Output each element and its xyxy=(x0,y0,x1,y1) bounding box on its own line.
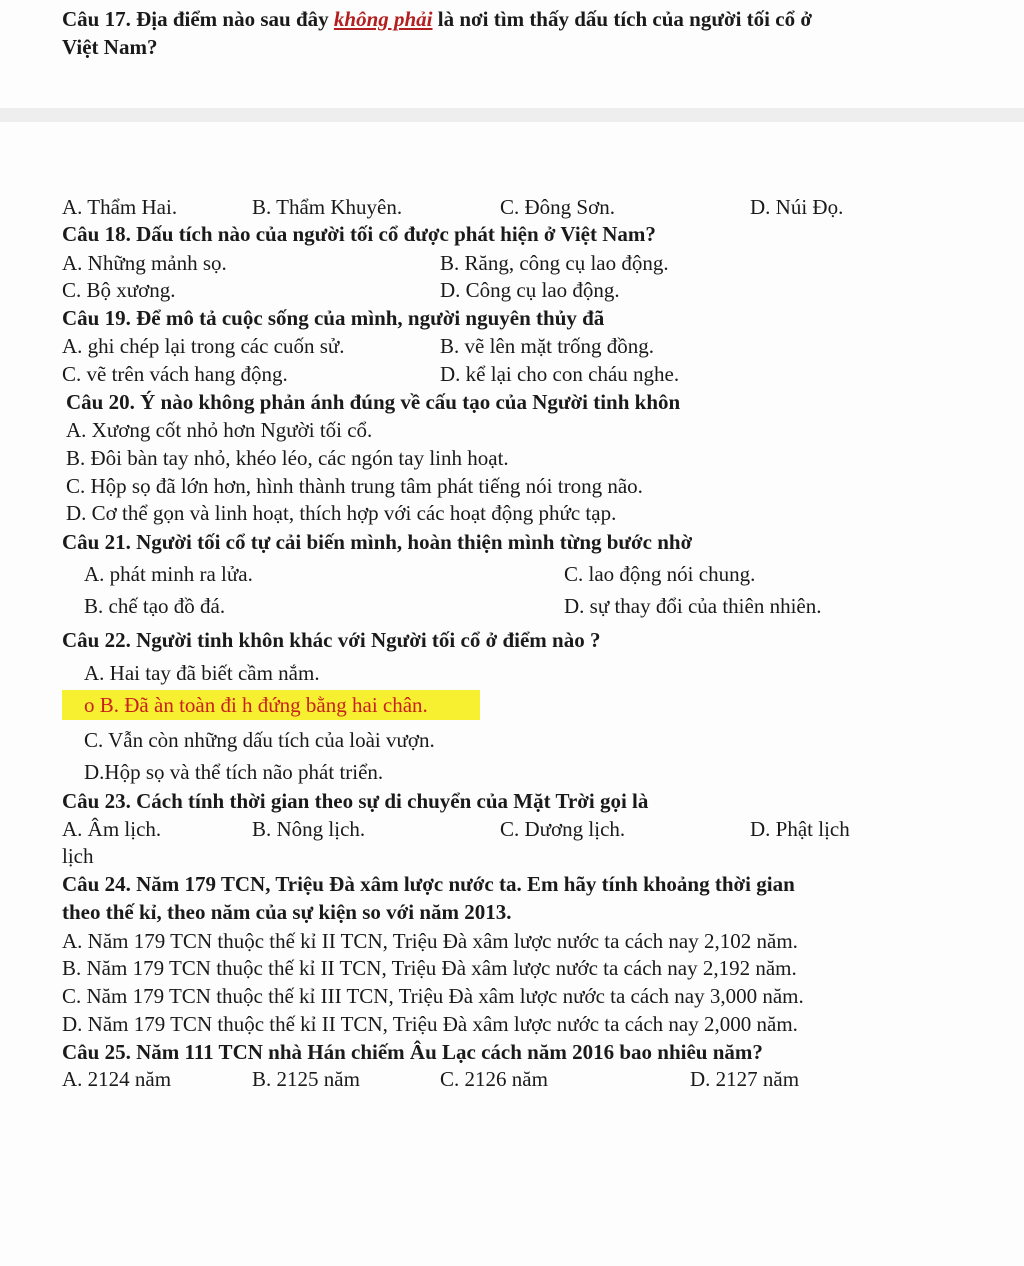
question-18-option-d: D. Công cụ lao động. xyxy=(440,278,620,302)
question-24-title: Câu 24. Năm 179 TCN, Triệu Đà xâm lược nước ta. Em hãy tính khoảng thời gian xyxy=(62,872,795,896)
question-23-option-c: C. Dương lịch. xyxy=(500,817,626,841)
question-17-option-a: A. Thẩm Hai. xyxy=(62,195,178,219)
question-25-option-a: A. 2124 năm xyxy=(62,1067,172,1091)
question-19-title: Câu 19. Để mô tả cuộc sống của mình, người nguyên thủy đã xyxy=(62,306,605,330)
question-20-option-a: A. Xương cốt nhỏ hơn Người tối cổ. xyxy=(66,418,373,442)
question-22-option-b-selected: o B. Đã àn toàn đi h đứng bằng hai chân. xyxy=(84,693,428,717)
question-20-option-c: C. Hộp sọ đã lớn hơn, hình thành trung tâm phát tiếng nói trong não. xyxy=(66,474,643,498)
question-23-option-a: A. Âm lịch. xyxy=(62,817,162,841)
question-17-option-d: D. Núi Đọ. xyxy=(750,195,844,219)
question-18-option-b: B. Răng, công cụ lao động. xyxy=(440,251,669,275)
question-18-title: Câu 18. Dấu tích nào của người tối cổ được phát hiện ở Việt Nam? xyxy=(62,222,656,246)
question-24-option-b: B. Năm 179 TCN thuộc thế kỉ II TCN, Triệu Đà xâm lược nước ta cách nay 2,192 năm. xyxy=(62,956,797,980)
question-18-option-a: A. Những mảnh sọ. xyxy=(62,251,227,275)
question-17-suffix: là nơi tìm thấy dấu tích của người tối cổ ở xyxy=(432,7,812,31)
question-17-title-line2: Việt Nam? xyxy=(62,35,158,59)
question-19-option-a: A. ghi chép lại trong các cuốn sử. xyxy=(62,334,345,358)
question-23-option-b: B. Nông lịch. xyxy=(252,817,366,841)
question-17-emphasis: không phải xyxy=(333,7,433,31)
question-22-option-a: A. Hai tay đã biết cầm nắm. xyxy=(84,661,320,685)
question-25-option-d: D. 2127 năm xyxy=(690,1067,800,1091)
question-23-option-d-wrap: lịch xyxy=(62,844,94,868)
question-23-option-d: D. Phật lịch xyxy=(750,817,850,841)
question-20-title: Câu 20. Ý nào không phản ánh đúng về cấu tạo của Người tinh khôn xyxy=(66,390,681,414)
question-21-option-c: C. lao động nói chung. xyxy=(564,562,756,586)
page-gap xyxy=(0,108,1024,122)
question-17-option-b: B. Thẩm Khuyên. xyxy=(252,195,403,219)
question-25-option-b: B. 2125 năm xyxy=(252,1067,360,1091)
question-23-title: Câu 23. Cách tính thời gian theo sự di chuyển của Mặt Trời gọi là xyxy=(62,789,649,813)
question-21-option-b: B. chế tạo đồ đá. xyxy=(84,594,226,618)
question-17-prefix: Câu 17. Địa điểm nào sau đây xyxy=(62,7,334,31)
question-20-option-b: B. Đôi bàn tay nhỏ, khéo léo, các ngón tay linh hoạt. xyxy=(66,446,509,470)
question-17-option-c: C. Đông Sơn. xyxy=(500,195,615,219)
question-20-option-d: D. Cơ thể gọn và linh hoạt, thích hợp với các hoạt động phức tạp. xyxy=(66,501,617,525)
question-24-option-d: D. Năm 179 TCN thuộc thế kỉ II TCN, Triệu Đà xâm lược nước ta cách nay 2,000 năm. xyxy=(62,1012,798,1036)
question-21-option-d: D. sự thay đổi của thiên nhiên. xyxy=(564,594,822,618)
question-25-title: Câu 25. Năm 111 TCN nhà Hán chiếm Âu Lạc cách năm 2016 bao nhiêu năm? xyxy=(62,1040,763,1064)
question-22-option-c: C. Vẫn còn những dấu tích của loài vượn. xyxy=(84,728,435,752)
question-19-option-c: C. vẽ trên vách hang động. xyxy=(62,362,288,386)
question-19-option-d: D. kể lại cho con cháu nghe. xyxy=(440,362,680,386)
question-24-option-a: A. Năm 179 TCN thuộc thế kỉ II TCN, Triệu Đà xâm lược nước ta cách nay 2,102 năm. xyxy=(62,929,798,953)
question-19-option-b: B. vẽ lên mặt trống đồng. xyxy=(440,334,655,358)
question-18-option-c: C. Bộ xương. xyxy=(62,278,176,302)
question-21-title: Câu 21. Người tối cổ tự cải biến mình, hoàn thiện mình từng bước nhờ xyxy=(62,530,693,554)
question-24-title-line2: theo thế kỉ, theo năm của sự kiện so với năm 2013. xyxy=(62,900,512,924)
question-22-option-d: D.Hộp sọ và thể tích não phát triển. xyxy=(84,760,384,784)
question-25-option-c: C. 2126 năm xyxy=(440,1067,548,1091)
question-21-option-a: A. phát minh ra lửa. xyxy=(84,562,253,586)
question-22-title: Câu 22. Người tinh khôn khác với Người tối cổ ở điểm nào ? xyxy=(62,628,601,652)
question-17-title xyxy=(62,6,812,32)
question-24-option-c: C. Năm 179 TCN thuộc thế kỉ III TCN, Triệu Đà xâm lược nước ta cách nay 3,000 năm. xyxy=(62,984,804,1008)
